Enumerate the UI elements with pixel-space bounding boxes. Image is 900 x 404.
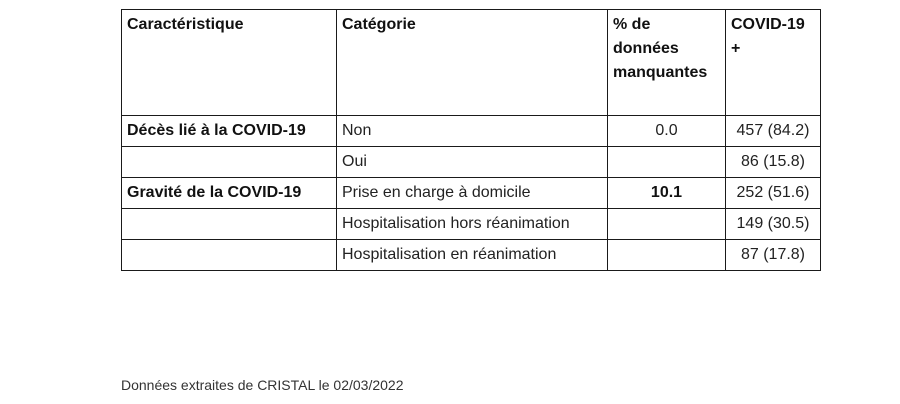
cell-caracteristique bbox=[122, 240, 337, 271]
cell-categorie: Oui bbox=[337, 147, 608, 178]
header-categorie: Catégorie bbox=[337, 10, 608, 116]
cell-covid: 252 (51.6) bbox=[726, 178, 821, 209]
cell-manquantes bbox=[608, 240, 726, 271]
data-table bbox=[121, 9, 821, 271]
cell-categorie: Prise en charge à domicile bbox=[337, 178, 608, 209]
cell-caracteristique: Gravité de la COVID-19 bbox=[122, 178, 337, 209]
cell-categorie: Non bbox=[337, 116, 608, 147]
header-caracteristique: Caractéristique bbox=[122, 10, 337, 116]
source-footnote: Données extraites de CRISTAL le 02/03/2022 bbox=[121, 377, 404, 393]
table-row bbox=[122, 178, 821, 209]
cell-manquantes bbox=[608, 147, 726, 178]
cell-caracteristique bbox=[122, 147, 337, 178]
cell-categorie: Hospitalisation hors réanimation bbox=[337, 209, 608, 240]
header-donnees-manquantes: % de données manquantes bbox=[608, 10, 726, 116]
cell-covid: 149 (30.5) bbox=[726, 209, 821, 240]
cell-caracteristique: Décès lié à la COVID-19 bbox=[122, 116, 337, 147]
table-row bbox=[122, 147, 821, 178]
cell-caracteristique bbox=[122, 209, 337, 240]
cell-manquantes: 10.1 bbox=[608, 178, 726, 209]
header-covid-positive: COVID-19 + bbox=[726, 10, 821, 116]
cell-covid: 86 (15.8) bbox=[726, 147, 821, 178]
table-row bbox=[122, 209, 821, 240]
table-row bbox=[122, 116, 821, 147]
cell-categorie: Hospitalisation en réanimation bbox=[337, 240, 608, 271]
cell-manquantes: 0.0 bbox=[608, 116, 726, 147]
cell-covid: 457 (84.2) bbox=[726, 116, 821, 147]
cell-manquantes bbox=[608, 209, 726, 240]
table-header-row bbox=[122, 10, 821, 116]
cell-covid: 87 (17.8) bbox=[726, 240, 821, 271]
table-row bbox=[122, 240, 821, 271]
